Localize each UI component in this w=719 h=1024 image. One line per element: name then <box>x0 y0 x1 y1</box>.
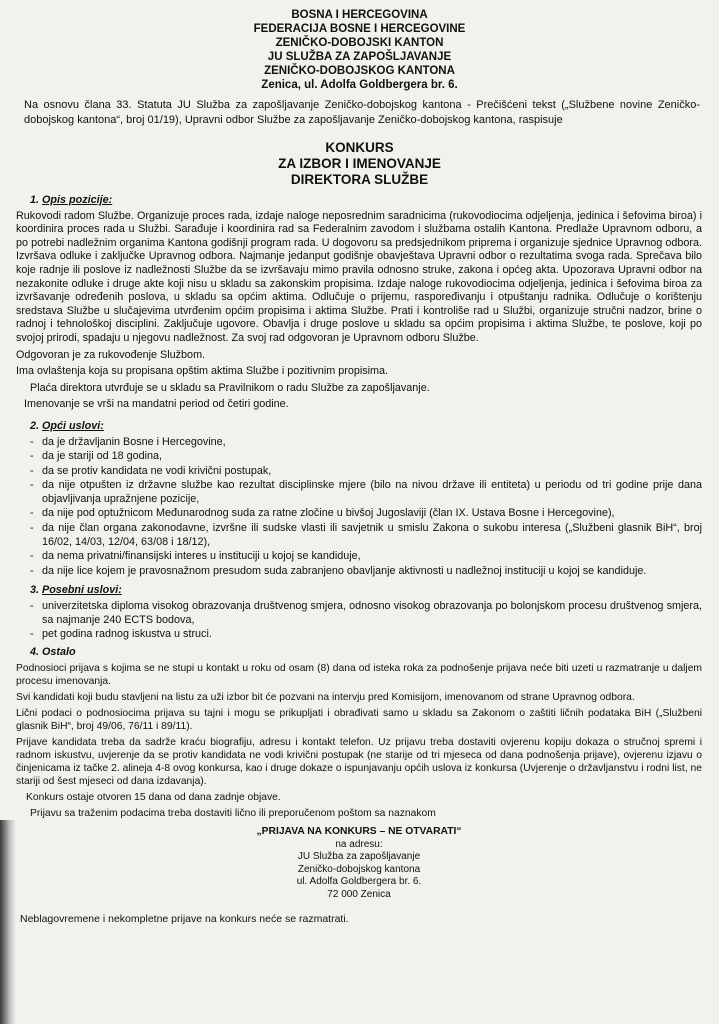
section-title: Ostalo <box>42 645 76 658</box>
institution-header <box>0 8 719 92</box>
page-edge-shadow <box>0 820 16 1024</box>
submission-address <box>16 826 702 901</box>
salary-line: Plaća direktora utvrđuje se u skladu sa Pravilnikom o radu Službe za zapošljavanje. <box>30 381 430 394</box>
list-item: - da nije pod optužnicom Međunarodnog suda za ratne zločine u bivšoj Jugoslaviji (član IX. Ustava Bosne i Hercegovine), <box>16 507 702 521</box>
mandate-line: Imenovanje se vrši na mandatni period od četiri godine. <box>24 398 289 411</box>
section-title: Posebni uslovi: <box>42 584 122 597</box>
other-paragraph: Prijave kandidata treba da sadrže kraću biografiju, adresu i kontakt telefon. Uz prijavu treba dostaviti ovjerenu kopiju dokaza o stručnoj spremi i radnom iskustvu, uvjerenje da se protiv kandidata ne vodi krivični postupak (ne starije od tri mjeseca od dana podnošenja prijave), ovjerenu izjavu o činjenicama iz tačke 2. alineja 4-8 ovog konkursa, kao i druge dokaze o ispunjavanju općih uslova iz konkursa (Uvjerenje o državljanstvu i rodni list, ne stariji od šest mjeseci od dana izdavanja). <box>16 737 702 788</box>
section-heading-opis <box>30 194 702 208</box>
section-number: 2. <box>30 419 40 432</box>
document-body <box>16 190 702 938</box>
other-section <box>16 662 702 820</box>
list-item: - da nije otpušten iz državne službe kao rezultat disciplinske mjere (bilo na nivou države ili entiteta) u periodu od tri godine prije dana objavljivanja upražnjene pozicije, <box>16 479 702 506</box>
address-line: 72 000 Zenica <box>327 888 391 900</box>
section-heading-opci <box>30 420 702 434</box>
other-paragraph: Svi kandidati koji budu stavljeni na listu za uži izbor bit će pozvani na intervju pred Komisijom, imenovanom od strane Upravnog odbora. <box>16 692 635 704</box>
list-item: - da je državljanin Bosne i Hercegovine, <box>16 436 702 450</box>
list-item: - da se protiv kandidata ne vodi krivični postupak, <box>16 465 702 479</box>
special-conditions-list <box>16 600 702 642</box>
header-line: JU SLUŽBA ZA ZAPOŠLJAVANJE <box>267 51 452 63</box>
authority-line: Ima ovlaštenja koja su propisana opštim aktima Službe i pozitivnim propisima. <box>16 365 389 378</box>
title-line: ZA IZBOR I IMENOVANJE <box>278 156 441 171</box>
address-line: JU Služba za zapošljavanje <box>297 851 421 863</box>
other-paragraph: Lični podaci o podnosiocima prijava su tajni i mogu se prikupljati i obrađivati samo u skladu sa Zakonom o zaštiti ličnih podataka BiH („Službeni glasnik BiH“, broj 49/06, 76/11 i 89/11). <box>16 708 702 733</box>
list-item: - da nije član organa zakonodavne, izvršne ili sudske vlasti ili savjetnik u smislu Zakona o sukobu interesa („Službeni glasnik BiH“, broj 16/02, 14/03, 12/04, 63/08 i 18/12), <box>16 522 702 549</box>
list-item: - pet godina radnog iskustva u struci. <box>16 628 702 642</box>
header-line: ZENIČKO-DOBOJSKI KANTON <box>275 37 444 49</box>
list-item: - da nema privatni/finansijski interes u instituciji u kojoj se kandiduje, <box>16 550 702 564</box>
other-paragraph: Podnosioci prijava s kojima se ne stupi u kontakt u roku od osam (8) dana od isteka roka za podnošenje prijava neće biti uzeti u razmatranje u daljem procesu imenovanja. <box>16 663 702 688</box>
section-heading-ostalo <box>30 646 702 660</box>
section-number: 3. <box>30 584 40 597</box>
footer-note: Neblagovremene i nekompletne prijave na konkurs neće se razmatrati. <box>20 913 349 926</box>
envelope-notice: „PRIJAVA NA KONKURS – NE OTVARATI“ <box>256 826 462 838</box>
address-line: na adresu: <box>335 838 383 850</box>
section-number: 1. <box>30 194 40 206</box>
title-line: DIREKTORA SLUŽBE <box>290 172 429 187</box>
title-line: KONKURS <box>325 140 394 155</box>
document-title <box>0 140 719 188</box>
header-line: FEDERACIJA BOSNE I HERCEGOVINE <box>253 23 466 35</box>
other-paragraph: Prijavu sa traženim podacima treba dostaviti lično ili preporučenom poštom sa naznakom <box>30 808 436 820</box>
responsibility-line: Odgovoran je za rukovođenje Službom. <box>16 348 206 361</box>
header-line: BOSNA I HERCEGOVINA <box>291 9 428 21</box>
section-title: Opis pozicije: <box>42 194 113 206</box>
section-number: 4. <box>30 645 40 658</box>
general-conditions-list <box>16 436 702 579</box>
section-title: Opći uslovi: <box>42 419 104 432</box>
position-description: Rukovodi radom Službe. Organizuje proces rada, izdaje naloge neposrednim saradnicima (rukovodiocima odjeljenja, jedinica i šefovima biroa) i koordinira proces rada u Službi. Sarađuje i koordinira rad sa Federalnim zavodom i službama ostalih Kantona. Predlaže Upravnom odboru, a po potrebi nadležnim organima Kantona godišnji program rada. U dogovoru sa predsjednikom priprema i organizuje sjednice Upravnog odbora. Izvršava odluke i zaključke Upravnog odbora. Najmanje jedanput godišnje obavještava Upravni odbor o rezultatima svoga rada. Sprečava bilo koje radnje ili poslove iz nadležnosti Službe da se izvršavaju mimo pravila odnosno struke, zakona i općeg akta. Upozorava Upravni odbor na nezakonite odluke i druge akte koji nisu u skladu sa zakonskim propisima. Izdaje naloge rukovodiocima odjeljenja, jedinica i šefovima biroa za izvršavanje određenih poslova, u skladu sa općim aktima. Odlučuje o prijemu, raspoređivanju i otpuštanju radnika. Odlučuje o korištenju sredstava Službe u slučajevima utvrđenim općim propisima i aktima Službe. Prati i kontroliše rad u Službi, organizuje stručni nadzor, brine o radnoj i tehnološkoj disciplini. Zaključuje ugovore. Obavlja i druge poslove u skladu sa općim propisima i aktima Službe, te poslove, koji po svojoj prirodi, spadaju u njegovu nadležnost. Za svoj rad odgovoran je Upravnom odboru Službe. <box>16 209 702 344</box>
header-address: Zenica, ul. Adolfa Goldbergera br. 6. <box>261 79 458 91</box>
address-line: ul. Adolfa Goldbergera br. 6. <box>296 876 422 888</box>
address-line: Zeničko-dobojskog kantona <box>297 863 421 875</box>
list-item: - univerzitetska diploma visokog obrazovanja društvenog smjera, odnosno visokog obrazovanja po bolonjskom procesu društvenog smjera, sa najmanje 240 ECTS bodova, <box>16 600 702 627</box>
section-heading-posebni <box>30 584 702 598</box>
list-item: - da je stariji od 18 godina, <box>16 450 702 464</box>
other-paragraph: Konkurs ostaje otvoren 15 dana od dana zadnje objave. <box>26 792 281 804</box>
list-item: - da nije lice kojem je pravosnažnom presudom suda zabranjeno obavljanje aktivnosti u nadležnoj instituciji u kojoj se kandiduje. <box>16 565 702 579</box>
header-line: ZENIČKO-DOBOJSKOG KANTONA <box>264 65 455 77</box>
intro-paragraph: Na osnovu člana 33. Statuta JU Služba za zapošljavanje Zeničko-dobojskog kantona - Prečišćeni tekst („Službene novine Zeničko-dobojskog kantona“, broj 01/19), Upravni odbor Službe za zapošljavanje Zeničko-dobojskog kantona, raspisuje <box>24 99 700 126</box>
